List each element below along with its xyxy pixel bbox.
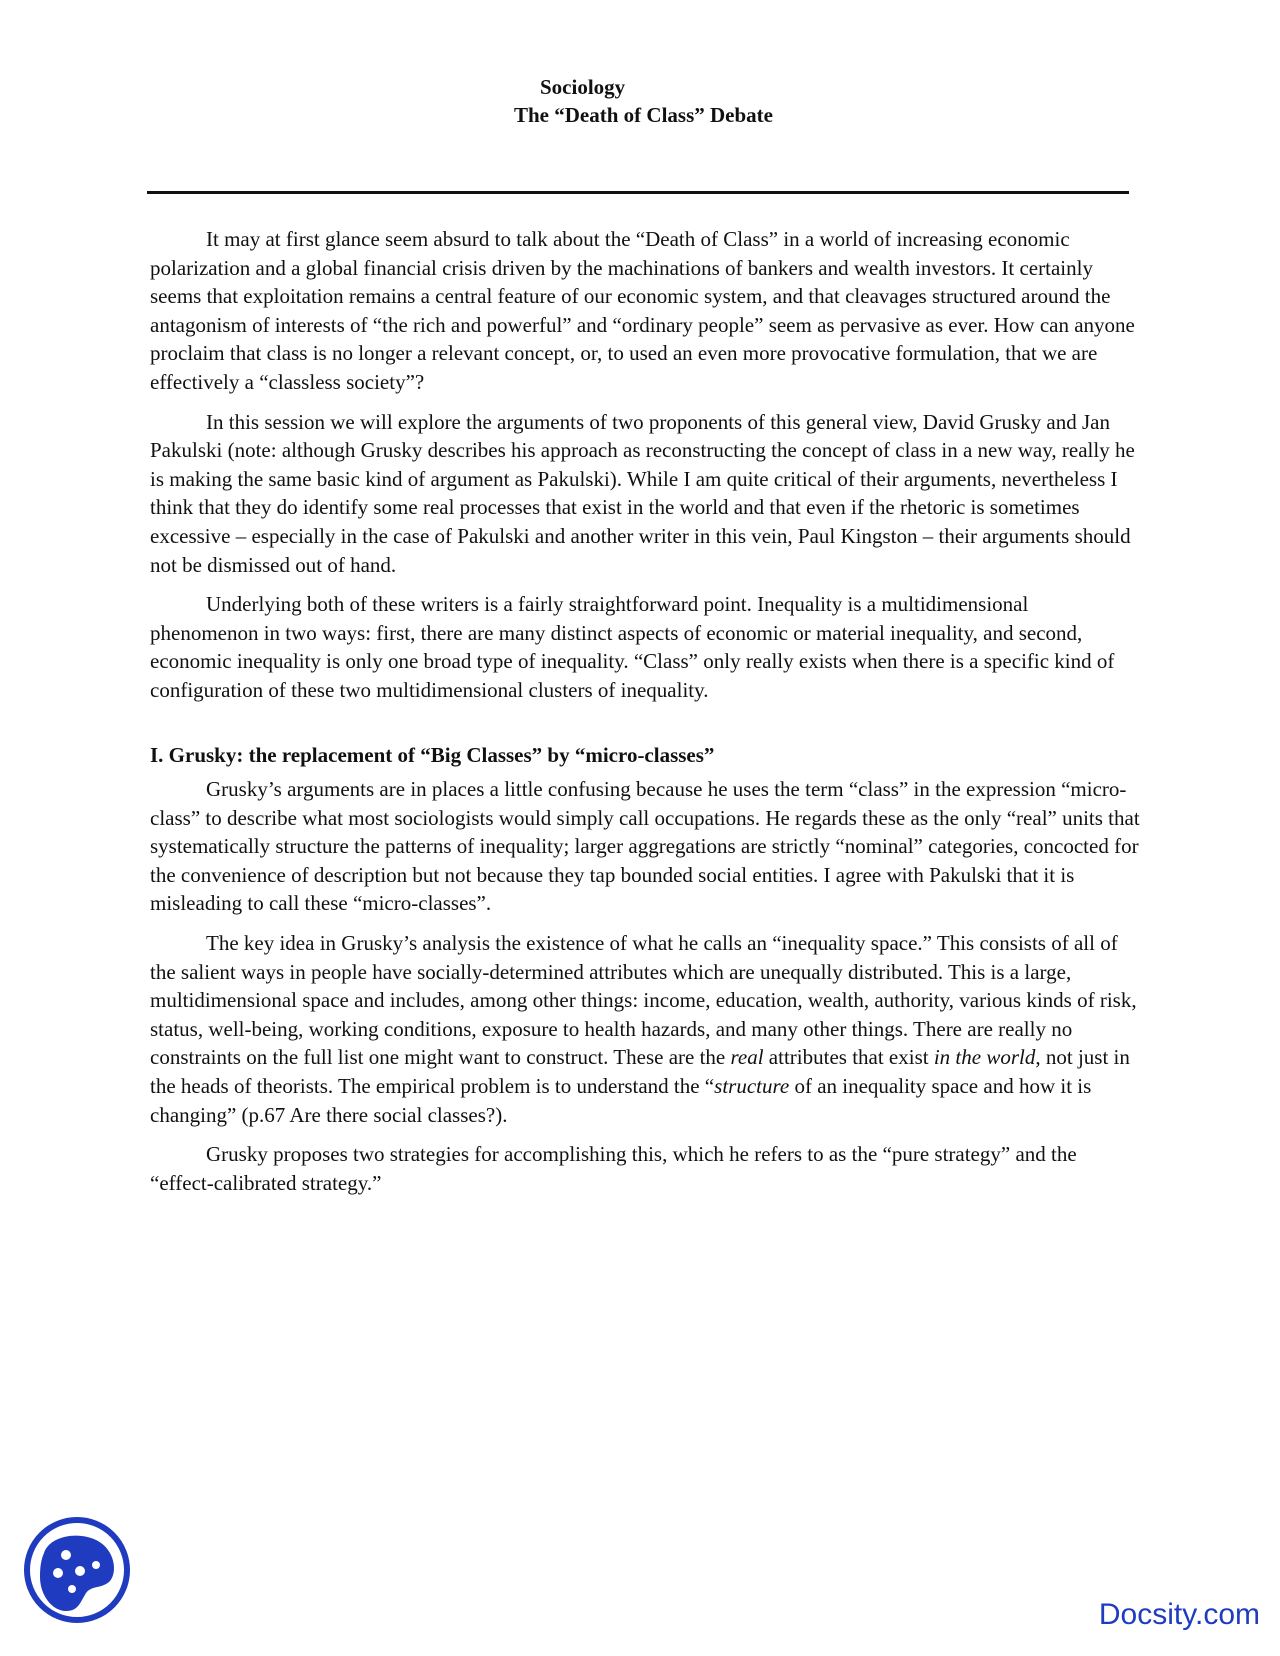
paragraph-5-text-3: , not just in the heads of theorists. The empirical problem is to understand the “ <box>150 1045 1130 1099</box>
paragraph-5 <box>150 929 1140 1129</box>
subject-heading: Sociology <box>540 75 626 99</box>
paragraph-5-text-1: The key idea in Grusky’s analysis the existence of what he calls an “inequality space.” This consists of all of the salient ways in people have socially-determined attributes which are unequally distributed. This is a large, multidimensional space and includes, among other things: income, education, wealth, authority, various kinds of risk, status, well-being, working conditions, exposure to health hazards, and many other things. There are really no constraints on the full list one might want to construct. These are the <box>150 931 1137 1070</box>
paragraph-4: Grusky’s arguments are in places a little confusing because he uses the term “class” in the expression “micro-class” to describe what most sociologists would simply call occupations. He regards these as the only “real” units that systematically structure the patterns of inequality; larger aggregations are strictly “nominal” categories, concocted for the convenience of description but not because they tap bounded social entities. I agree with Pakulski that it is misleading to call these “micro-classes”. <box>150 777 1140 916</box>
docsity-logo-icon[interactable] <box>22 1515 132 1625</box>
paragraph-5-text-2: attributes that exist <box>763 1045 934 1070</box>
paragraph-5-italic-structure: structure <box>714 1074 790 1099</box>
paragraph-5-italic-real: real <box>730 1045 764 1070</box>
paragraph-5-text-4: of an inequality space and how it is changing” (p.67 Are there social classes?). <box>150 1074 1092 1127</box>
section-heading: I. Grusky: the replacement of “Big Classes” by “micro-classes” <box>150 742 715 767</box>
paragraph-3: Underlying both of these writers is a fairly straightforward point. Inequality is a multidimensional phenomenon in two ways: first, there are many distinct aspects of economic or material inequality, and second, economic inequality is only one broad type of inequality. “Class” only really exists when there is a specific kind of configuration of these two multidimensional clusters of inequality. <box>150 592 1115 702</box>
document-title: The “Death of Class” Debate <box>514 103 773 127</box>
paragraph-2: In this session we will explore the arguments of two proponents of this general view, David Grusky and Jan Pakulski (note: although Grusky describes his approach as reconstructing the concept of class in a new way, really he is making the same basic kind of argument as Pakulski). While I am quite critical of their arguments, nevertheless I think that they do identify some real processes that exist in the world and that even if the rhetoric is sometimes excessive – especially in the case of Pakulski and another writer in this vein, Paul Kingston – their arguments should not be dismissed out of hand. <box>150 409 1135 577</box>
paragraph-6: Grusky proposes two strategies for accomplishing this, which he refers to as the “pure strategy” and the “effect-calibrated strategy.” <box>150 1142 1077 1195</box>
docsity-brand-link[interactable]: Docsity.com <box>1098 1598 1260 1631</box>
paragraph-5-italic-in-the-world: in the world <box>933 1045 1036 1070</box>
document-body <box>150 225 1140 1208</box>
title-divider <box>147 191 1129 194</box>
paragraph-1: It may at first glance seem absurd to talk about the “Death of Class” in a world of increasing economic polarization and a global financial crisis driven by the machinations of bankers and wealth investors. It certainly seems that exploitation remains a central feature of our economic system, and that cleavages structured around the antagonism of interests of “the rich and powerful” and “ordinary people” seem as pervasive as ever. How can anyone proclaim that class is no longer a relevant concept, or, to used an even more provocative formulation, that we are effectively a “classless society”? <box>150 227 1135 394</box>
